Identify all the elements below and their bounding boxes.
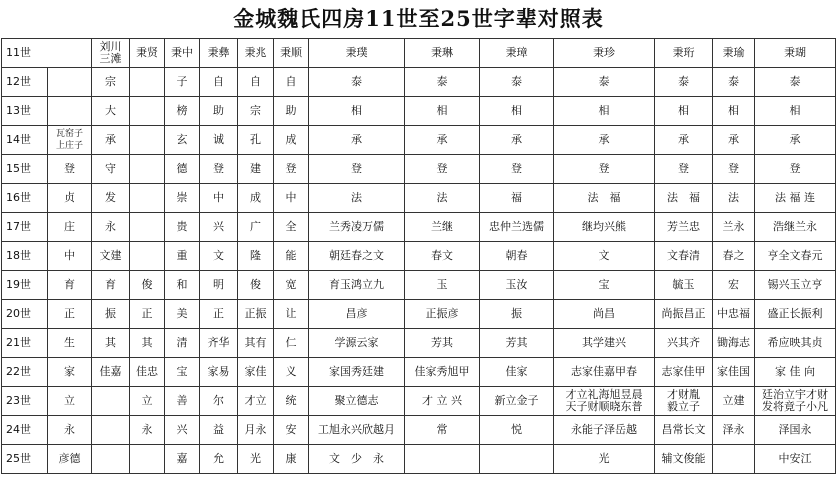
table-cell: 志家佳甲 [655, 358, 713, 387]
table-cell [130, 155, 165, 184]
table-cell: 浩继兰永 [755, 213, 836, 242]
table-row [2, 213, 836, 242]
table-cell: 其 [130, 329, 165, 358]
table-cell: 家佳 [238, 358, 274, 387]
table-cell: 庄 [48, 213, 92, 242]
table-cell: 玄 [165, 126, 200, 155]
table-cell: 善 [165, 387, 200, 416]
table-cell: 光 [554, 445, 655, 474]
table-cell: 相 [554, 97, 655, 126]
table-cell: 登 [755, 155, 836, 184]
generation-label: 13世 [2, 97, 48, 126]
table-cell: 立 [48, 387, 92, 416]
table-cell: 玉 [405, 271, 480, 300]
table-cell: 朝廷春之文 [309, 242, 405, 271]
column-header: 11世 [2, 39, 92, 68]
table-cell: 允 [200, 445, 238, 474]
generation-label: 21世 [2, 329, 48, 358]
generation-label: 15世 [2, 155, 48, 184]
table-cell [130, 445, 165, 474]
table-cell: 昌常长文 [655, 416, 713, 445]
table-cell: 贵 [165, 213, 200, 242]
table-cell: 宝 [165, 358, 200, 387]
table-cell: 才财胤 毅立子 [655, 387, 713, 416]
table-cell: 玉汝 [480, 271, 554, 300]
table-cell: 永 [130, 416, 165, 445]
table-cell: 芳其 [405, 329, 480, 358]
table-cell: 中忠福 [713, 300, 755, 329]
generation-label: 12世 [2, 68, 48, 97]
table-cell: 登 [655, 155, 713, 184]
table-cell: 清 [165, 329, 200, 358]
table-cell: 承 [309, 126, 405, 155]
table-cell [130, 126, 165, 155]
table-row [2, 271, 836, 300]
column-header: 秉琳 [405, 39, 480, 68]
table-cell: 法 福 [554, 184, 655, 213]
table-row [2, 126, 836, 155]
table-cell: 泰 [655, 68, 713, 97]
table-cell: 孔 [238, 126, 274, 155]
table-cell [405, 445, 480, 474]
column-header: 秉贤 [130, 39, 165, 68]
table-cell: 其 [92, 329, 130, 358]
table-cell: 登 [309, 155, 405, 184]
table-cell: 明 [200, 271, 238, 300]
table-cell: 宽 [274, 271, 309, 300]
table-row [2, 68, 836, 97]
table-cell: 辅文俊能 [655, 445, 713, 474]
table-cell [130, 97, 165, 126]
table-cell: 育 [48, 271, 92, 300]
column-header: 刘川 三滩 [92, 39, 130, 68]
table-cell: 兰继 [405, 213, 480, 242]
table-cell: 育 [92, 271, 130, 300]
column-header: 秉兆 [238, 39, 274, 68]
table-row [2, 184, 836, 213]
table-cell: 义 [274, 358, 309, 387]
table-cell: 兰秀凌万儒 [309, 213, 405, 242]
table-row [2, 358, 836, 387]
table-cell: 登 [200, 155, 238, 184]
column-header: 秉璞 [309, 39, 405, 68]
table-cell: 兴其齐 [655, 329, 713, 358]
table-cell: 泰 [309, 68, 405, 97]
table-cell [48, 97, 92, 126]
table-cell: 承 [480, 126, 554, 155]
table-cell: 立 [130, 387, 165, 416]
table-cell: 家 [48, 358, 92, 387]
table-cell: 锄海志 [713, 329, 755, 358]
table-cell: 登 [554, 155, 655, 184]
column-header: 秉瑜 [713, 39, 755, 68]
table-cell: 法 [713, 184, 755, 213]
table-cell: 法 [405, 184, 480, 213]
table-cell: 大 [92, 97, 130, 126]
table-cell: 仁 [274, 329, 309, 358]
table-cell: 家佳国 [713, 358, 755, 387]
column-header: 秉顺 [274, 39, 309, 68]
generation-label: 20世 [2, 300, 48, 329]
table-cell: 廷治立宇才财 发将竟子小凡 [755, 387, 836, 416]
table-cell: 文 [200, 242, 238, 271]
table-cell: 中 [200, 184, 238, 213]
table-cell: 泽永 [713, 416, 755, 445]
table-cell: 振 [92, 300, 130, 329]
table-cell: 榜 [165, 97, 200, 126]
table-cell: 芳其 [480, 329, 554, 358]
table-cell: 泰 [480, 68, 554, 97]
table-cell [713, 445, 755, 474]
table-cell: 生 [48, 329, 92, 358]
table-cell: 美 [165, 300, 200, 329]
column-header: 秉中 [165, 39, 200, 68]
table-cell: 春之 [713, 242, 755, 271]
table-cell [130, 242, 165, 271]
table-cell: 让 [274, 300, 309, 329]
table-cell: 振 [480, 300, 554, 329]
table-cell: 承 [92, 126, 130, 155]
table-cell: 学源云家 [309, 329, 405, 358]
table-cell [48, 68, 92, 97]
table-row [2, 97, 836, 126]
table-row [2, 445, 836, 474]
table-row [2, 329, 836, 358]
table-cell: 文春清 [655, 242, 713, 271]
table-cell: 登 [405, 155, 480, 184]
table-cell: 志家佳嘉甲春 [554, 358, 655, 387]
table-cell: 法 福 连 [755, 184, 836, 213]
table-cell: 春文 [405, 242, 480, 271]
table-cell: 永能子泽岳越 [554, 416, 655, 445]
table-cell: 永 [92, 213, 130, 242]
table-cell: 自 [238, 68, 274, 97]
table-cell: 毓玉 [655, 271, 713, 300]
generation-table [1, 38, 836, 474]
table-cell: 承 [755, 126, 836, 155]
generation-label: 23世 [2, 387, 48, 416]
table-cell: 承 [405, 126, 480, 155]
table-row [2, 242, 836, 271]
table-cell: 中 [274, 184, 309, 213]
table-cell: 才 立 兴 [405, 387, 480, 416]
table-cell: 正振 [238, 300, 274, 329]
table-cell: 新立金子 [480, 387, 554, 416]
table-cell: 文建 [92, 242, 130, 271]
table-cell: 隆 [238, 242, 274, 271]
table-cell: 贞 [48, 184, 92, 213]
table-cell: 中安江 [755, 445, 836, 474]
table-cell: 齐华 [200, 329, 238, 358]
table-cell: 育玉鸿立九 [309, 271, 405, 300]
table-cell: 佳家秀旭甲 [405, 358, 480, 387]
generation-label: 16世 [2, 184, 48, 213]
table-cell: 才立礼海旭昱晨 天子财顺晓东普 [554, 387, 655, 416]
table-cell: 相 [405, 97, 480, 126]
table-cell: 朝春 [480, 242, 554, 271]
table-cell: 家国秀廷建 [309, 358, 405, 387]
table-row [2, 300, 836, 329]
table-cell: 相 [309, 97, 405, 126]
table-cell: 承 [554, 126, 655, 155]
table-cell: 崇 [165, 184, 200, 213]
table-cell: 常 [405, 416, 480, 445]
generation-label: 22世 [2, 358, 48, 387]
table-cell: 彦德 [48, 445, 92, 474]
table-cell: 家易 [200, 358, 238, 387]
table-cell: 忠仲兰选儒 [480, 213, 554, 242]
table-cell: 相 [755, 97, 836, 126]
column-header: 秉瑚 [755, 39, 836, 68]
table-cell: 承 [655, 126, 713, 155]
table-cell: 发 [92, 184, 130, 213]
table-cell: 文 少 永 [309, 445, 405, 474]
table-cell: 嘉 [165, 445, 200, 474]
table-cell [92, 387, 130, 416]
table-cell: 益 [200, 416, 238, 445]
table-cell: 立建 [713, 387, 755, 416]
table-cell: 登 [713, 155, 755, 184]
table-cell: 泰 [755, 68, 836, 97]
table-cell: 德 [165, 155, 200, 184]
table-cell: 全 [274, 213, 309, 242]
table-cell: 俊 [238, 271, 274, 300]
table-cell: 佳忠 [130, 358, 165, 387]
table-cell: 尚振昌正 [655, 300, 713, 329]
table-row [2, 155, 836, 184]
table-cell [92, 445, 130, 474]
table-cell: 相 [480, 97, 554, 126]
table-cell: 子 [165, 68, 200, 97]
table-cell: 月永 [238, 416, 274, 445]
table-cell: 相 [713, 97, 755, 126]
table-cell: 工旭永兴欣越月 [309, 416, 405, 445]
table-cell: 希应映其贞 [755, 329, 836, 358]
table-cell: 自 [200, 68, 238, 97]
table-cell: 成 [238, 184, 274, 213]
generation-label: 17世 [2, 213, 48, 242]
table-cell: 宗 [238, 97, 274, 126]
table-cell: 兴 [165, 416, 200, 445]
table-cell: 瓦窑子 上庄子 [48, 126, 92, 155]
table-cell: 泽国永 [755, 416, 836, 445]
table-cell: 继均兴熊 [554, 213, 655, 242]
generation-label: 19世 [2, 271, 48, 300]
table-cell: 助 [274, 97, 309, 126]
table-cell: 守 [92, 155, 130, 184]
table-cell: 盛正长振利 [755, 300, 836, 329]
table-cell: 成 [274, 126, 309, 155]
table-cell: 和 [165, 271, 200, 300]
table-cell: 泰 [554, 68, 655, 97]
table-cell: 其学建兴 [554, 329, 655, 358]
table-cell: 悦 [480, 416, 554, 445]
table-cell: 其有 [238, 329, 274, 358]
table-row [2, 387, 836, 416]
table-cell: 登 [48, 155, 92, 184]
table-cell: 正 [200, 300, 238, 329]
table-cell: 安 [274, 416, 309, 445]
table-cell: 光 [238, 445, 274, 474]
table-cell [480, 445, 554, 474]
generation-label: 14世 [2, 126, 48, 155]
table-cell: 正 [48, 300, 92, 329]
table-cell: 法 [309, 184, 405, 213]
table-cell: 才立 [238, 387, 274, 416]
table-cell: 芳兰忠 [655, 213, 713, 242]
table-cell: 登 [274, 155, 309, 184]
column-header: 秉璋 [480, 39, 554, 68]
generation-label: 25世 [2, 445, 48, 474]
table-cell: 诚 [200, 126, 238, 155]
column-header: 秉珩 [655, 39, 713, 68]
table-cell: 兰永 [713, 213, 755, 242]
table-cell: 正 [130, 300, 165, 329]
table-row [2, 416, 836, 445]
table-cell: 承 [713, 126, 755, 155]
column-header: 秉彝 [200, 39, 238, 68]
table-cell: 亨全文春元 [755, 242, 836, 271]
table-cell: 永 [48, 416, 92, 445]
table-cell: 康 [274, 445, 309, 474]
table-cell: 家 佳 向 [755, 358, 836, 387]
table-cell [130, 184, 165, 213]
table-cell: 相 [655, 97, 713, 126]
column-header: 秉珍 [554, 39, 655, 68]
table-cell: 锡兴玉立亨 [755, 271, 836, 300]
table-cell: 登 [480, 155, 554, 184]
header-row [2, 39, 836, 68]
table-cell: 俊 [130, 271, 165, 300]
table-cell: 佳家 [480, 358, 554, 387]
table-cell: 法 福 [655, 184, 713, 213]
table-cell: 昌彦 [309, 300, 405, 329]
table-cell [130, 213, 165, 242]
table-cell: 尚昌 [554, 300, 655, 329]
table-cell: 尔 [200, 387, 238, 416]
table-cell: 兴 [200, 213, 238, 242]
table-cell: 聚立德志 [309, 387, 405, 416]
table-cell: 自 [274, 68, 309, 97]
table-cell: 宗 [92, 68, 130, 97]
table-cell: 宝 [554, 271, 655, 300]
table-cell: 泰 [713, 68, 755, 97]
table-cell: 统 [274, 387, 309, 416]
table-cell: 建 [238, 155, 274, 184]
table-cell: 文 [554, 242, 655, 271]
table-cell [130, 68, 165, 97]
table-cell: 泰 [405, 68, 480, 97]
generation-label: 18世 [2, 242, 48, 271]
table-cell: 广 [238, 213, 274, 242]
table-cell: 正振彦 [405, 300, 480, 329]
table-cell: 助 [200, 97, 238, 126]
page-title: 金城魏氏四房11世至25世字辈对照表 [233, 6, 604, 31]
table-cell: 能 [274, 242, 309, 271]
table-cell: 中 [48, 242, 92, 271]
generation-label: 24世 [2, 416, 48, 445]
table-cell: 福 [480, 184, 554, 213]
table-cell: 佳嘉 [92, 358, 130, 387]
table-cell: 宏 [713, 271, 755, 300]
table-cell: 重 [165, 242, 200, 271]
table-cell [92, 416, 130, 445]
